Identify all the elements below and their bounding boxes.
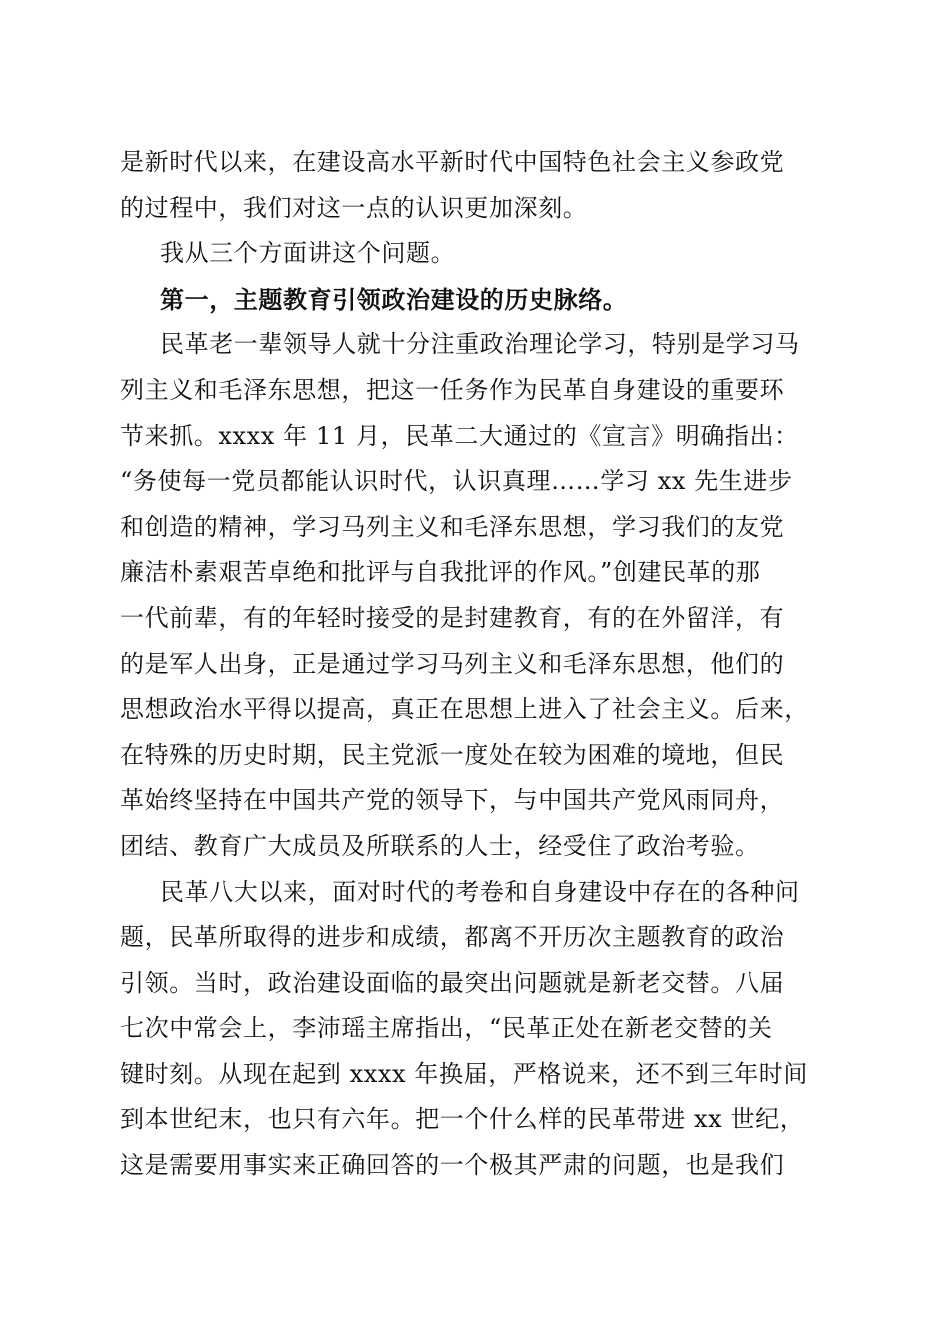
text-line: 引领。当时，政治建设面临的最突出问题就是新老交替。八届 (120, 968, 785, 997)
text-line: 在特殊的历史时期，民主党派一度处在较为困难的境地，但民 (120, 740, 785, 769)
text-line: 团结、教育广大成员及所联系的人士，经受住了政治考验。 (120, 831, 760, 860)
text-line: 节来抓。xxxx 年 11 月，民革二大通过的《宣言》明确指出： (120, 421, 799, 450)
paragraph-first-line: 民革老一辈领导人就十分注重政治理论学习，特别是学习马 (160, 330, 800, 359)
text-line: 一代前辈，有的年轻时接受的是封建教育，有的在外留洋，有 (120, 603, 785, 632)
paragraph-first-line: 民革八大以来，面对时代的考卷和自身建设中存在的各种问 (160, 877, 800, 906)
text-line: 的是军人出身，正是通过学习马列主义和毛泽东思想，他们的 (120, 649, 785, 678)
text-line: 和创造的精神，学习马列主义和毛泽东思想，学习我们的友党 (120, 512, 785, 541)
text-line: 是新时代以来，在建设高水平新时代中国特色社会主义参政党 (120, 148, 785, 176)
document-body (120, 140, 832, 1189)
text-line: 到本世纪末，也只有六年。把一个什么样的民革带进 xx 世纪， (120, 1105, 805, 1134)
text-line: “务使每一党员都能认识时代，认识真理……学习 xx 先生进步 (120, 467, 793, 496)
text-line: 这是需要用事实来正确回答的一个极其严肃的问题，也是我们 (120, 1151, 785, 1180)
section-heading: 第一，主题教育引领政治建设的历史脉络。 (160, 284, 628, 314)
text-line: 七次中常会上，李沛瑶主席指出，“民革正处在新老交替的关 (120, 1014, 773, 1043)
text-line: 的过程中，我们对这一点的认识更加深刻。 (120, 193, 588, 222)
paragraph-first-line: 我从三个方面讲这个问题。 (160, 239, 456, 268)
text-line: 革始终坚持在中国共产党的领导下，与中国共产党风雨同舟， (120, 786, 785, 815)
text-line: 列主义和毛泽东思想，把这一任务作为民革自身建设的重要环 (120, 375, 785, 404)
text-line: 题，民革所取得的进步和成绩，都离不开历次主题教育的政治 (120, 923, 785, 952)
text-line: 思想政治水平得以提高，真正在思想上进入了社会主义。后来， (120, 695, 809, 724)
text-line: 键时刻。从现在起到 xxxx 年换届，严格说来，还不到三年时间 (120, 1059, 808, 1088)
text-line: 廉洁朴素艰苦卓绝和批评与自我批评的作风。”创建民革的那 (120, 558, 761, 587)
